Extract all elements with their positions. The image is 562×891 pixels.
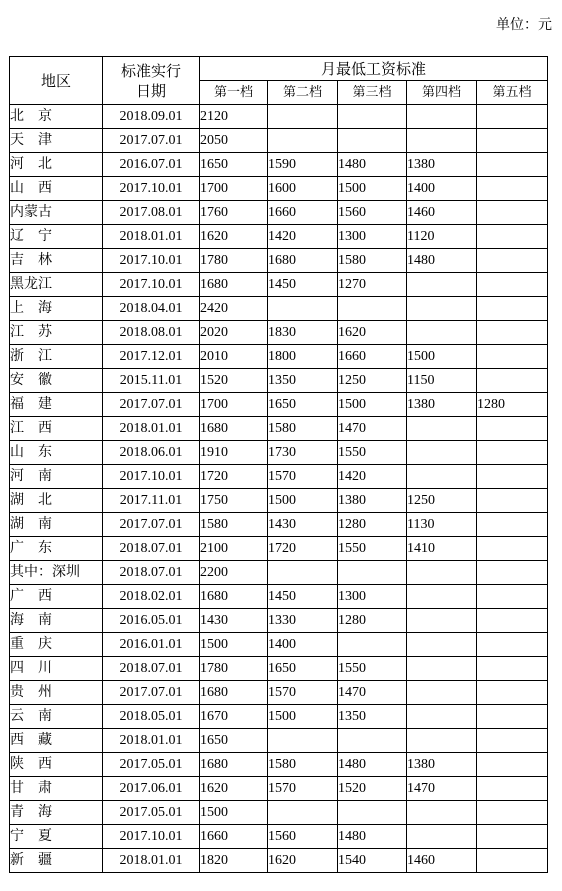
table-row bbox=[10, 297, 548, 321]
tier-1-cell: 1820 bbox=[200, 849, 268, 873]
tier-5-cell bbox=[477, 417, 548, 441]
date-cell: 2018.01.01 bbox=[103, 729, 200, 753]
tier-2-cell: 1730 bbox=[268, 441, 338, 465]
tier-3-cell: 1500 bbox=[338, 393, 407, 417]
tier-3-cell: 1300 bbox=[338, 585, 407, 609]
tier-4-cell: 1410 bbox=[407, 537, 477, 561]
tier-1-cell: 1780 bbox=[200, 657, 268, 681]
tier-5-cell bbox=[477, 321, 548, 345]
tier-3-cell bbox=[338, 129, 407, 153]
tier-4-cell: 1460 bbox=[407, 201, 477, 225]
date-cell: 2018.01.01 bbox=[103, 417, 200, 441]
table-row bbox=[10, 489, 548, 513]
tier-4-cell bbox=[407, 321, 477, 345]
tier-4-cell bbox=[407, 417, 477, 441]
date-cell: 2017.05.01 bbox=[103, 801, 200, 825]
tier-5-cell bbox=[477, 537, 548, 561]
region-cell: 云 南 bbox=[10, 705, 103, 729]
tier-2-cell: 1500 bbox=[268, 489, 338, 513]
tier-5-cell bbox=[477, 753, 548, 777]
tier-1-cell: 1720 bbox=[200, 465, 268, 489]
date-cell: 2018.01.01 bbox=[103, 849, 200, 873]
region-cell: 湖 南 bbox=[10, 513, 103, 537]
tier-3-cell: 1250 bbox=[338, 369, 407, 393]
tier-5-cell bbox=[477, 249, 548, 273]
minimum-wage-table bbox=[9, 56, 548, 873]
region-cell: 宁 夏 bbox=[10, 825, 103, 849]
tier-1-cell: 1700 bbox=[200, 393, 268, 417]
tier-2-cell: 1450 bbox=[268, 273, 338, 297]
tier-1-cell: 1760 bbox=[200, 201, 268, 225]
tier-1-cell: 2100 bbox=[200, 537, 268, 561]
tier-1-cell: 1680 bbox=[200, 273, 268, 297]
table-row bbox=[10, 753, 548, 777]
tier-5-cell bbox=[477, 561, 548, 585]
tier-1-cell: 2010 bbox=[200, 345, 268, 369]
tier-4-cell bbox=[407, 705, 477, 729]
tier-4-cell bbox=[407, 441, 477, 465]
date-cell: 2017.10.01 bbox=[103, 177, 200, 201]
table-row bbox=[10, 657, 548, 681]
tier-4-cell bbox=[407, 801, 477, 825]
tier-5-cell bbox=[477, 657, 548, 681]
table-body bbox=[10, 105, 548, 873]
tier-2-cell: 1800 bbox=[268, 345, 338, 369]
header-tier-1: 第一档 bbox=[200, 81, 268, 105]
table-row bbox=[10, 729, 548, 753]
tier-1-cell: 2050 bbox=[200, 129, 268, 153]
tier-3-cell bbox=[338, 801, 407, 825]
tier-2-cell: 1570 bbox=[268, 465, 338, 489]
tier-2-cell: 1400 bbox=[268, 633, 338, 657]
tier-5-cell bbox=[477, 729, 548, 753]
table-row bbox=[10, 273, 548, 297]
region-cell: 重 庆 bbox=[10, 633, 103, 657]
tier-3-cell: 1500 bbox=[338, 177, 407, 201]
date-cell: 2017.12.01 bbox=[103, 345, 200, 369]
date-cell: 2018.07.01 bbox=[103, 537, 200, 561]
tier-2-cell bbox=[268, 297, 338, 321]
tier-4-cell: 1380 bbox=[407, 753, 477, 777]
tier-3-cell: 1480 bbox=[338, 153, 407, 177]
tier-1-cell: 1500 bbox=[200, 633, 268, 657]
tier-1-cell: 1700 bbox=[200, 177, 268, 201]
tier-2-cell: 1580 bbox=[268, 753, 338, 777]
tier-3-cell: 1420 bbox=[338, 465, 407, 489]
date-cell: 2018.01.01 bbox=[103, 225, 200, 249]
tier-5-cell: 1280 bbox=[477, 393, 548, 417]
date-cell: 2017.05.01 bbox=[103, 753, 200, 777]
tier-2-cell: 1830 bbox=[268, 321, 338, 345]
date-cell: 2017.07.01 bbox=[103, 681, 200, 705]
tier-4-cell: 1470 bbox=[407, 777, 477, 801]
tier-2-cell bbox=[268, 105, 338, 129]
tier-5-cell bbox=[477, 225, 548, 249]
table-row bbox=[10, 225, 548, 249]
tier-2-cell: 1590 bbox=[268, 153, 338, 177]
date-cell: 2018.07.01 bbox=[103, 657, 200, 681]
tier-3-cell bbox=[338, 105, 407, 129]
table-row bbox=[10, 801, 548, 825]
date-cell: 2016.07.01 bbox=[103, 153, 200, 177]
tier-2-cell: 1570 bbox=[268, 681, 338, 705]
tier-3-cell: 1520 bbox=[338, 777, 407, 801]
region-cell: 河 南 bbox=[10, 465, 103, 489]
region-cell: 海 南 bbox=[10, 609, 103, 633]
region-cell: 四 川 bbox=[10, 657, 103, 681]
tier-1-cell: 1910 bbox=[200, 441, 268, 465]
tier-1-cell: 1650 bbox=[200, 729, 268, 753]
tier-4-cell bbox=[407, 729, 477, 753]
tier-1-cell: 1430 bbox=[200, 609, 268, 633]
tier-4-cell bbox=[407, 105, 477, 129]
header-tier-2: 第二档 bbox=[268, 81, 338, 105]
tier-1-cell: 1660 bbox=[200, 825, 268, 849]
tier-3-cell: 1550 bbox=[338, 537, 407, 561]
tier-4-cell: 1380 bbox=[407, 153, 477, 177]
table-row bbox=[10, 393, 548, 417]
tier-1-cell: 1620 bbox=[200, 777, 268, 801]
region-cell: 甘 肃 bbox=[10, 777, 103, 801]
tier-3-cell: 1560 bbox=[338, 201, 407, 225]
tier-1-cell: 1500 bbox=[200, 801, 268, 825]
unit-label: 单位：元 bbox=[496, 17, 552, 33]
tier-2-cell: 1330 bbox=[268, 609, 338, 633]
header-tier-4: 第四档 bbox=[407, 81, 477, 105]
tier-1-cell: 2200 bbox=[200, 561, 268, 585]
date-cell: 2018.02.01 bbox=[103, 585, 200, 609]
tier-2-cell: 1420 bbox=[268, 225, 338, 249]
tier-3-cell: 1480 bbox=[338, 753, 407, 777]
table-row bbox=[10, 105, 548, 129]
tier-3-cell: 1470 bbox=[338, 417, 407, 441]
tier-5-cell bbox=[477, 681, 548, 705]
header-region: 地区 bbox=[10, 57, 103, 105]
tier-3-cell: 1550 bbox=[338, 657, 407, 681]
tier-5-cell bbox=[477, 177, 548, 201]
region-cell: 福 建 bbox=[10, 393, 103, 417]
table-row bbox=[10, 441, 548, 465]
tier-1-cell: 2420 bbox=[200, 297, 268, 321]
header-date bbox=[103, 57, 200, 105]
tier-4-cell: 1400 bbox=[407, 177, 477, 201]
tier-3-cell: 1540 bbox=[338, 849, 407, 873]
region-cell: 安 徽 bbox=[10, 369, 103, 393]
date-cell: 2017.06.01 bbox=[103, 777, 200, 801]
table-row bbox=[10, 201, 548, 225]
header-group: 月最低工资标准 bbox=[200, 57, 548, 81]
tier-2-cell bbox=[268, 729, 338, 753]
tier-5-cell bbox=[477, 633, 548, 657]
table-row bbox=[10, 633, 548, 657]
tier-5-cell bbox=[477, 801, 548, 825]
tier-4-cell bbox=[407, 657, 477, 681]
header-row-top bbox=[10, 57, 548, 81]
table-row bbox=[10, 681, 548, 705]
tier-1-cell: 1750 bbox=[200, 489, 268, 513]
table-row bbox=[10, 777, 548, 801]
tier-5-cell bbox=[477, 585, 548, 609]
tier-3-cell: 1470 bbox=[338, 681, 407, 705]
region-cell: 西 藏 bbox=[10, 729, 103, 753]
tier-5-cell bbox=[477, 441, 548, 465]
tier-4-cell: 1480 bbox=[407, 249, 477, 273]
tier-5-cell bbox=[477, 297, 548, 321]
tier-3-cell: 1350 bbox=[338, 705, 407, 729]
date-cell: 2017.10.01 bbox=[103, 465, 200, 489]
region-cell: 新 疆 bbox=[10, 849, 103, 873]
tier-5-cell bbox=[477, 489, 548, 513]
tier-2-cell bbox=[268, 561, 338, 585]
date-cell: 2017.08.01 bbox=[103, 201, 200, 225]
tier-5-cell bbox=[477, 705, 548, 729]
tier-1-cell: 1680 bbox=[200, 753, 268, 777]
tier-2-cell: 1660 bbox=[268, 201, 338, 225]
table-row bbox=[10, 513, 548, 537]
date-cell: 2018.08.01 bbox=[103, 321, 200, 345]
tier-2-cell: 1500 bbox=[268, 705, 338, 729]
tier-4-cell bbox=[407, 129, 477, 153]
tier-2-cell: 1450 bbox=[268, 585, 338, 609]
tier-2-cell: 1650 bbox=[268, 393, 338, 417]
region-cell: 陕 西 bbox=[10, 753, 103, 777]
table-row bbox=[10, 609, 548, 633]
table-row bbox=[10, 369, 548, 393]
tier-4-cell bbox=[407, 273, 477, 297]
tier-2-cell: 1560 bbox=[268, 825, 338, 849]
tier-4-cell: 1250 bbox=[407, 489, 477, 513]
region-cell: 上 海 bbox=[10, 297, 103, 321]
region-cell: 吉 林 bbox=[10, 249, 103, 273]
date-cell: 2017.07.01 bbox=[103, 513, 200, 537]
tier-5-cell bbox=[477, 105, 548, 129]
region-cell: 广 西 bbox=[10, 585, 103, 609]
region-cell: 浙 江 bbox=[10, 345, 103, 369]
tier-5-cell bbox=[477, 825, 548, 849]
tier-3-cell: 1660 bbox=[338, 345, 407, 369]
region-cell: 江 苏 bbox=[10, 321, 103, 345]
tier-5-cell bbox=[477, 129, 548, 153]
table-row bbox=[10, 849, 548, 873]
region-cell: 河 北 bbox=[10, 153, 103, 177]
header-date-line2: 日期 bbox=[135, 81, 166, 100]
tier-2-cell bbox=[268, 801, 338, 825]
tier-4-cell: 1130 bbox=[407, 513, 477, 537]
region-cell: 北 京 bbox=[10, 105, 103, 129]
region-cell: 青 海 bbox=[10, 801, 103, 825]
tier-4-cell: 1120 bbox=[407, 225, 477, 249]
tier-5-cell bbox=[477, 513, 548, 537]
tier-2-cell: 1720 bbox=[268, 537, 338, 561]
tier-3-cell: 1300 bbox=[338, 225, 407, 249]
tier-3-cell bbox=[338, 561, 407, 585]
tier-2-cell: 1600 bbox=[268, 177, 338, 201]
date-cell: 2018.07.01 bbox=[103, 561, 200, 585]
tier-4-cell: 1500 bbox=[407, 345, 477, 369]
tier-2-cell: 1580 bbox=[268, 417, 338, 441]
table-row bbox=[10, 129, 548, 153]
tier-1-cell: 1780 bbox=[200, 249, 268, 273]
tier-5-cell bbox=[477, 369, 548, 393]
date-cell: 2017.10.01 bbox=[103, 825, 200, 849]
tier-2-cell: 1650 bbox=[268, 657, 338, 681]
region-cell: 其中：深圳 bbox=[10, 561, 103, 585]
tier-5-cell bbox=[477, 777, 548, 801]
tier-1-cell: 1580 bbox=[200, 513, 268, 537]
tier-4-cell bbox=[407, 609, 477, 633]
region-cell: 内蒙古 bbox=[10, 201, 103, 225]
region-cell: 天 津 bbox=[10, 129, 103, 153]
tier-4-cell bbox=[407, 465, 477, 489]
table-row bbox=[10, 465, 548, 489]
table-row bbox=[10, 177, 548, 201]
tier-3-cell bbox=[338, 297, 407, 321]
date-cell: 2017.10.01 bbox=[103, 249, 200, 273]
date-cell: 2018.09.01 bbox=[103, 105, 200, 129]
region-cell: 湖 北 bbox=[10, 489, 103, 513]
tier-3-cell: 1580 bbox=[338, 249, 407, 273]
tier-2-cell: 1350 bbox=[268, 369, 338, 393]
tier-1-cell: 1680 bbox=[200, 681, 268, 705]
tier-2-cell: 1620 bbox=[268, 849, 338, 873]
region-cell: 山 西 bbox=[10, 177, 103, 201]
tier-2-cell bbox=[268, 129, 338, 153]
region-cell: 广 东 bbox=[10, 537, 103, 561]
tier-4-cell: 1380 bbox=[407, 393, 477, 417]
tier-3-cell: 1280 bbox=[338, 513, 407, 537]
table-row bbox=[10, 153, 548, 177]
tier-3-cell bbox=[338, 633, 407, 657]
tier-4-cell bbox=[407, 681, 477, 705]
tier-4-cell: 1150 bbox=[407, 369, 477, 393]
region-cell: 黑龙江 bbox=[10, 273, 103, 297]
date-cell: 2018.04.01 bbox=[103, 297, 200, 321]
date-cell: 2017.11.01 bbox=[103, 489, 200, 513]
tier-3-cell bbox=[338, 729, 407, 753]
tier-3-cell: 1270 bbox=[338, 273, 407, 297]
table-row bbox=[10, 537, 548, 561]
header-date-line1: 标准实行 bbox=[120, 61, 181, 80]
tier-1-cell: 2020 bbox=[200, 321, 268, 345]
date-cell: 2017.10.01 bbox=[103, 273, 200, 297]
region-cell: 辽 宁 bbox=[10, 225, 103, 249]
tier-1-cell: 1650 bbox=[200, 153, 268, 177]
region-cell: 江 西 bbox=[10, 417, 103, 441]
date-cell: 2017.07.01 bbox=[103, 129, 200, 153]
tier-5-cell bbox=[477, 153, 548, 177]
tier-1-cell: 1680 bbox=[200, 417, 268, 441]
tier-5-cell bbox=[477, 273, 548, 297]
tier-5-cell bbox=[477, 609, 548, 633]
header-tier-3: 第三档 bbox=[338, 81, 407, 105]
tier-1-cell: 1680 bbox=[200, 585, 268, 609]
tier-1-cell: 1620 bbox=[200, 225, 268, 249]
tier-2-cell: 1570 bbox=[268, 777, 338, 801]
table-row bbox=[10, 825, 548, 849]
tier-2-cell: 1430 bbox=[268, 513, 338, 537]
table-row bbox=[10, 249, 548, 273]
tier-4-cell bbox=[407, 297, 477, 321]
tier-5-cell bbox=[477, 465, 548, 489]
tier-5-cell bbox=[477, 201, 548, 225]
table-row bbox=[10, 321, 548, 345]
tier-4-cell bbox=[407, 561, 477, 585]
table-row bbox=[10, 345, 548, 369]
tier-3-cell: 1620 bbox=[338, 321, 407, 345]
date-cell: 2016.05.01 bbox=[103, 609, 200, 633]
tier-3-cell: 1550 bbox=[338, 441, 407, 465]
date-cell: 2016.01.01 bbox=[103, 633, 200, 657]
region-cell: 山 东 bbox=[10, 441, 103, 465]
tier-1-cell: 1670 bbox=[200, 705, 268, 729]
table-row bbox=[10, 561, 548, 585]
tier-5-cell bbox=[477, 849, 548, 873]
date-cell: 2015.11.01 bbox=[103, 369, 200, 393]
tier-5-cell bbox=[477, 345, 548, 369]
header-tier-5: 第五档 bbox=[477, 81, 548, 105]
tier-4-cell: 1460 bbox=[407, 849, 477, 873]
table-row bbox=[10, 417, 548, 441]
date-cell: 2018.06.01 bbox=[103, 441, 200, 465]
tier-1-cell: 2120 bbox=[200, 105, 268, 129]
date-cell: 2017.07.01 bbox=[103, 393, 200, 417]
table-row bbox=[10, 585, 548, 609]
tier-4-cell bbox=[407, 633, 477, 657]
tier-1-cell: 1520 bbox=[200, 369, 268, 393]
tier-2-cell: 1680 bbox=[268, 249, 338, 273]
tier-4-cell bbox=[407, 825, 477, 849]
region-cell: 贵 州 bbox=[10, 681, 103, 705]
tier-3-cell: 1280 bbox=[338, 609, 407, 633]
tier-4-cell bbox=[407, 585, 477, 609]
tier-3-cell: 1380 bbox=[338, 489, 407, 513]
tier-3-cell: 1480 bbox=[338, 825, 407, 849]
date-cell: 2018.05.01 bbox=[103, 705, 200, 729]
table-row bbox=[10, 705, 548, 729]
